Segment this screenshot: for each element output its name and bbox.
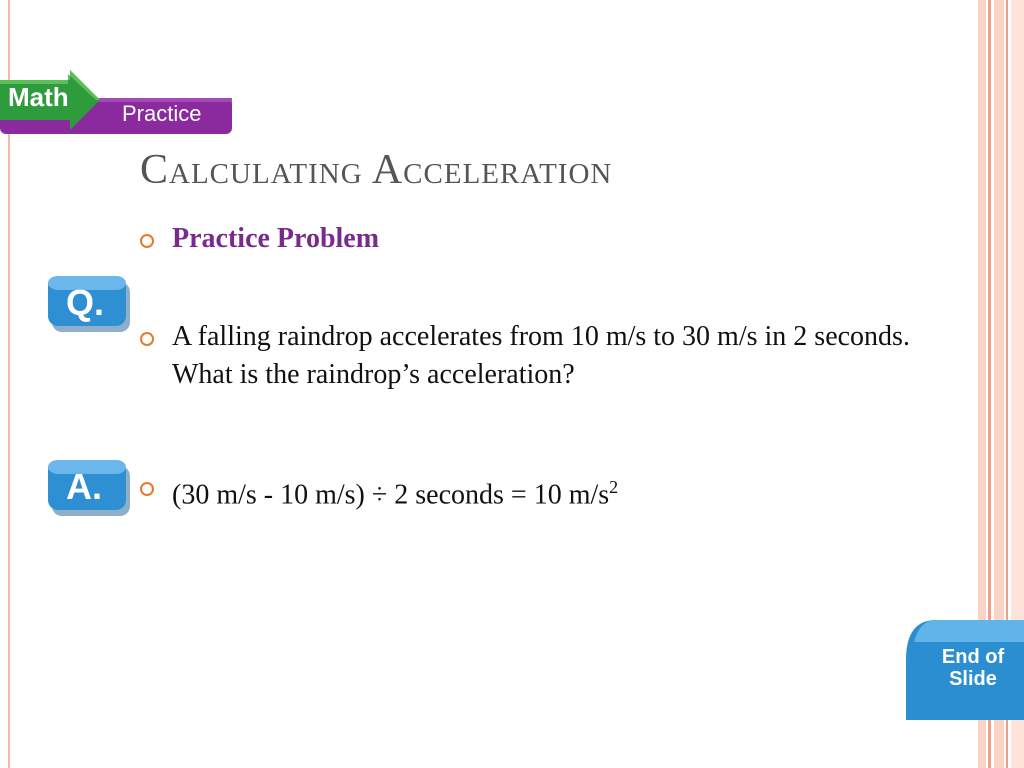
- answer-text: (30 m/s - 10 m/s) ÷ 2 seconds = 10 m/s: [172, 479, 610, 511]
- answer-badge: [48, 460, 132, 518]
- answer-badge-label: A.: [66, 466, 102, 507]
- bullet-practice-problem: [140, 220, 942, 258]
- answer-exponent: 2: [609, 477, 619, 497]
- bullet-icon: [140, 332, 154, 346]
- banner-practice-label: Practice: [122, 101, 202, 126]
- bullet-icon: [140, 234, 154, 248]
- slide-title: Calculating Acceleration: [140, 147, 613, 193]
- question-badge-label: Q.: [66, 282, 105, 323]
- bullet-problem-statement: [140, 318, 942, 394]
- bullet-icon: [140, 482, 154, 496]
- question-badge: [48, 276, 132, 334]
- math-practice-banner: [0, 70, 236, 136]
- banner-math-label: Math: [8, 82, 69, 112]
- answer-statement: [172, 468, 942, 514]
- problem-statement: A falling raindrop accelerates from 10 m/s to 30 m/s in 2 seconds. What is the raindrop’s acceleration?: [172, 321, 910, 390]
- bullet-answer: [140, 468, 942, 514]
- end-of-slide-button[interactable]: [906, 620, 1024, 720]
- end-of-slide-label: End of Slide: [941, 646, 1005, 690]
- practice-problem-heading: Practice Problem: [172, 223, 380, 254]
